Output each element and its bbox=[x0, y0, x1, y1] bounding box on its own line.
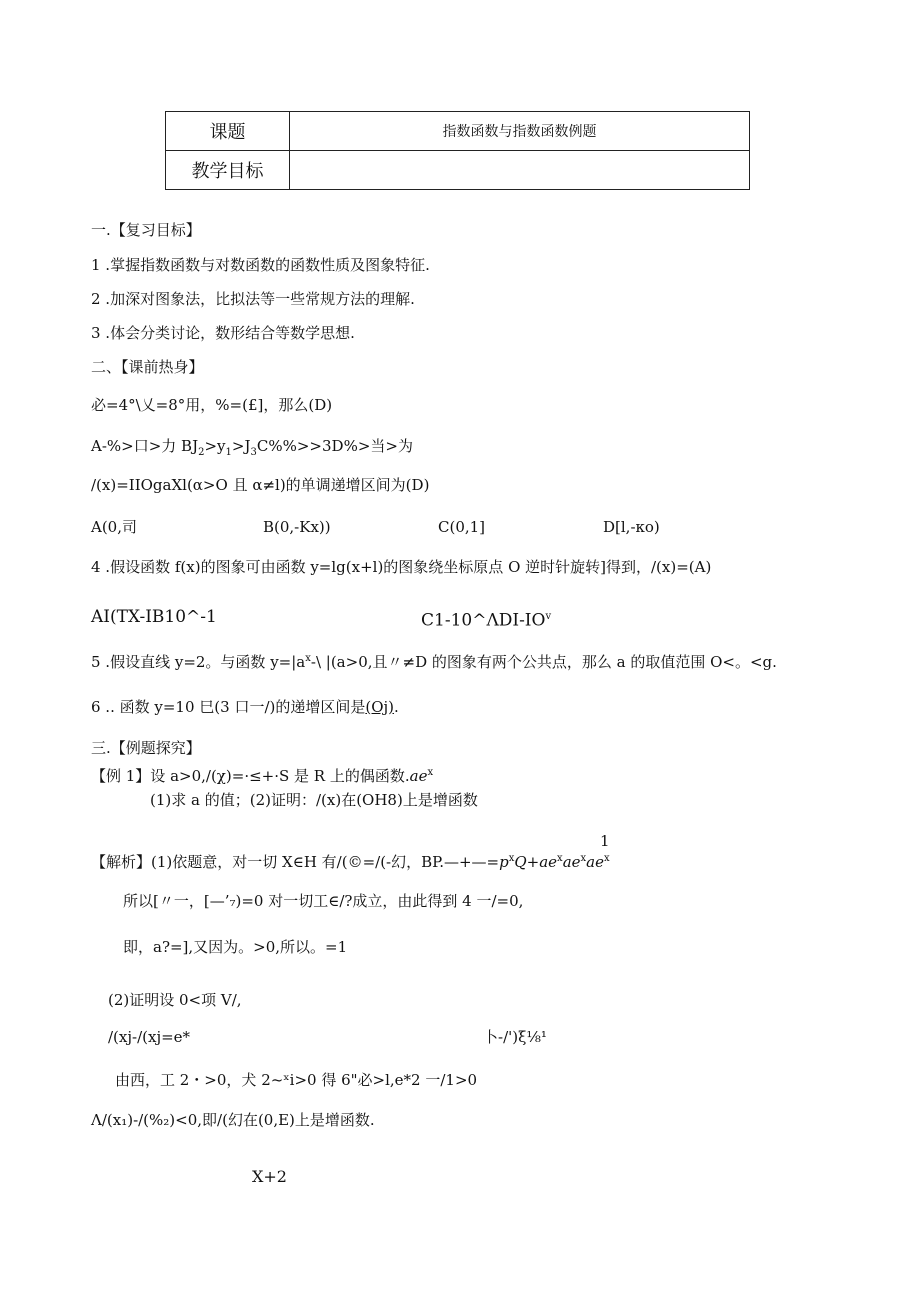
solution-line-6: Λ/(x₁)-/(%₂)<0,即/(幻在(0,E)上是增函数. bbox=[91, 1111, 375, 1129]
solution-line-4-left: /(xj-/(xj=e* bbox=[108, 1028, 191, 1046]
example-1-title: 【例 1】设 a>0,/(χ)=·≤+·S 是 R 上的偶函数$.ae^x$ bbox=[91, 767, 434, 785]
course-header-table bbox=[165, 111, 750, 190]
question-4-options-right: $C1-10\^{}\Lambda DI-IO^v$ bbox=[421, 610, 552, 631]
question-2-option-d: D[l,-κo) bbox=[603, 518, 660, 536]
teaching-goal-value bbox=[290, 151, 750, 190]
section3-heading: 三.【例题探究】 bbox=[91, 739, 201, 757]
table-row bbox=[166, 151, 750, 190]
question-4: 4 .假设函数 f(x)的图象可由函数 y=lg(x+l)的图象绕坐标原点 O 逆时针旋转]得到，/(x)=(A) bbox=[91, 558, 712, 576]
review-goal-1: 1 .掌握指数函数与对数函数的函数性质及图象特征. bbox=[91, 256, 430, 274]
solution-fraction-one: 1 bbox=[600, 832, 610, 850]
question-6-answer: (Oj) bbox=[365, 698, 395, 716]
topic-label: 课题 bbox=[166, 112, 290, 151]
teaching-goal-label: 教学目标 bbox=[166, 151, 290, 190]
review-goal-3: 3 .体会分类讨论，数形结合等数学思想. bbox=[91, 324, 355, 342]
bottom-expression: X+2 bbox=[252, 1167, 287, 1186]
solution-line-3: 即，a?=],又因为。>0,所以。=1 bbox=[123, 938, 348, 956]
solution-label: 【解析】 bbox=[91, 853, 152, 871]
question-1: 必=4°\乂=8°用，%=(£]，那么(D) bbox=[91, 396, 333, 414]
question-4-options-left: AI(TX-IB10^-1 bbox=[91, 607, 217, 627]
question-2-option-b: B(0,-Kx)) bbox=[263, 518, 331, 536]
question-5: 5 .假设直线 y=2。与函数 $y=|a^x-\backslash$ |(a>0,且〃≠D 的图象有两个公共点，那么 a 的取值范围 O<。<g. bbox=[91, 653, 777, 671]
question-1-options: A-%>口>力 $BJ_2>y_1>J_3C\%\%>>3D\%>$当>为 bbox=[91, 437, 413, 458]
solution-part-2: (2)证明设 0<项 V/, bbox=[108, 991, 242, 1009]
topic-value: 指数函数与指数函数例题 bbox=[290, 112, 750, 151]
section2-heading: 二、【课前热身】 bbox=[91, 358, 204, 376]
solution-line-5: 由西，工 2・>0，犬 2~ˣi>0 得 6"必>l,e*2 一/1>0 bbox=[115, 1071, 478, 1089]
solution-line-2: 所以[〃一，[—’₇)=0 对一切工∈/?成立，由此得到 4 一/=0, bbox=[123, 892, 524, 910]
solution-line-1: 【解析】(1)依题意，对一切 X∈H 有/(©=/(-幻，$BP.—+—=p^xQ+ae^xae^xae^x$ bbox=[91, 853, 610, 871]
question-2-option-a: A(0,司 bbox=[91, 518, 137, 536]
section1-heading: 一.【复习目标】 bbox=[91, 221, 201, 239]
question-6: 6 .. 函数 y=10 巳(3 口一/)的递增区间是(Oj). bbox=[91, 698, 399, 716]
question-2-option-c: C(0,1] bbox=[438, 518, 486, 536]
question-2: /(x)=IIOgaXl(α>O 且 α≠l)的单调递增区间为(D) bbox=[91, 476, 430, 494]
example-1-parts: (1)求 a 的值；(2)证明：/(x)在(OH8)上是增函数 bbox=[150, 791, 478, 809]
review-goal-2: 2 .加深对图象法，比拟法等一些常规方法的理解. bbox=[91, 290, 415, 308]
solution-line-4-right: 卜-/')ξ⅛¹ bbox=[483, 1028, 547, 1046]
table-row bbox=[166, 112, 750, 151]
